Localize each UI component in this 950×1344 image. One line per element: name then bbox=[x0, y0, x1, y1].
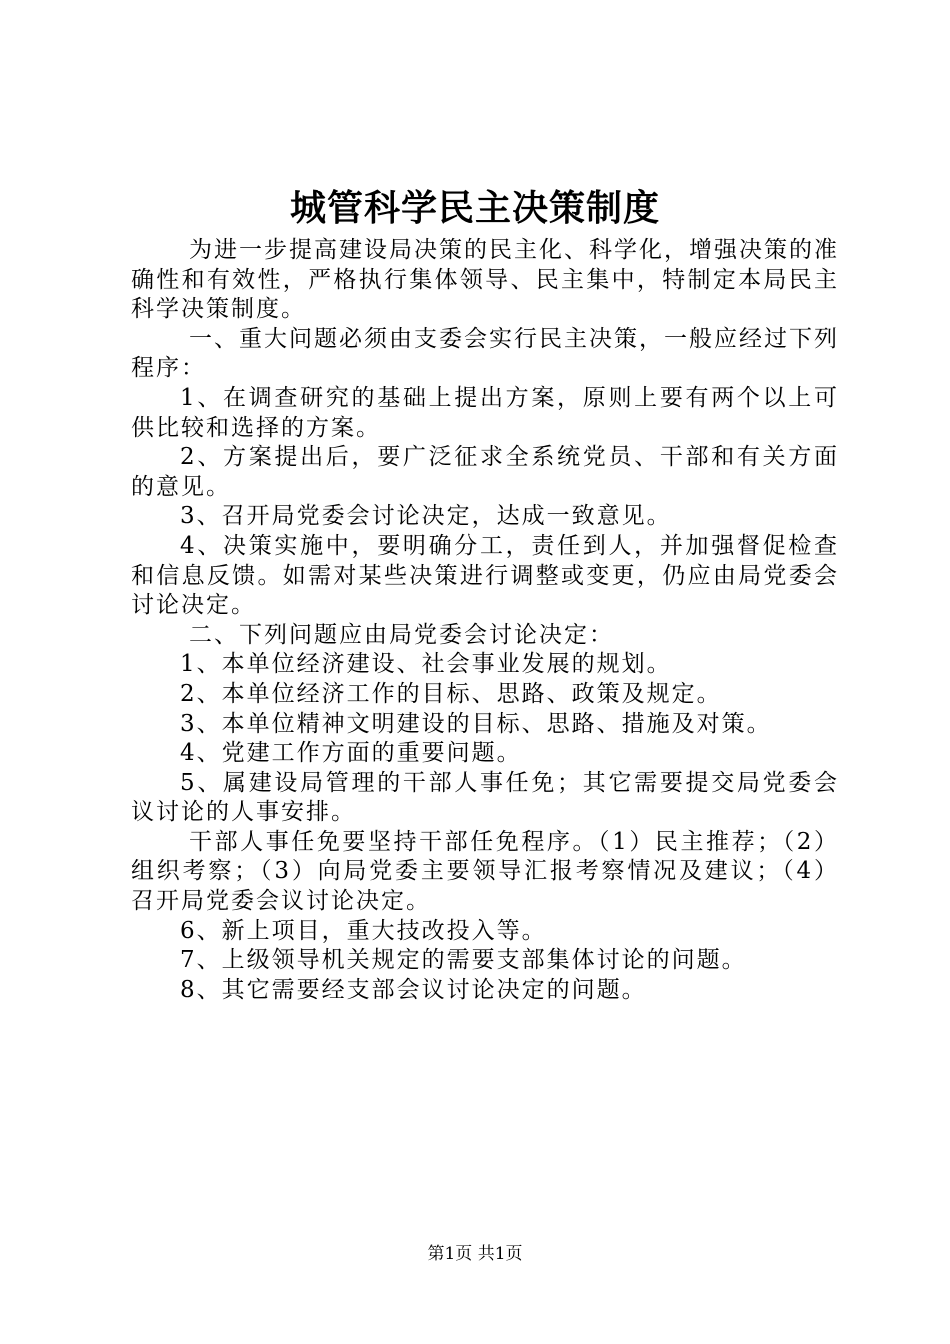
cadre-procedure-paragraph: 干部人事任免要坚持干部任免程序。（1）民主推荐；（2）组织考察；（3）向局党委主要领导汇报考察情况及建议；（4）召开局党委会议讨论决定。 bbox=[131, 828, 839, 915]
section-two-item-5: 5、属建设局管理的干部人事任免；其它需要提交局党委会议讨论的人事安排。 bbox=[131, 769, 839, 826]
section-two-item-1: 1、本单位经济建设、社会事业发展的规划。 bbox=[180, 651, 672, 678]
section-two-item-3: 3、本单位精神文明建设的目标、思路、措施及对策。 bbox=[180, 710, 772, 737]
intro-paragraph: 为进一步提高建设局决策的民主化、科学化，增强决策的准确性和有效性，严格执行集体领导、民主集中，特制定本局民主科学决策制度。 bbox=[131, 237, 839, 323]
section-one-item-2: 2、方案提出后，要广泛征求全系统党员、干部和有关方面的意见。 bbox=[131, 444, 839, 500]
page-footer: 第1页 共1页 bbox=[427, 1244, 523, 1264]
section-two-heading: 二、下列问题应由局党委会讨论决定： bbox=[189, 621, 614, 648]
section-two-item-4: 4、党建工作方面的重要问题。 bbox=[180, 740, 522, 767]
section-two-item-6: 6、新上项目，重大技改投入等。 bbox=[180, 917, 547, 944]
section-one-heading: 一、重大问题必须由支委会实行民主决策，一般应经过下列程序： bbox=[131, 325, 839, 382]
section-one-item-3: 3、召开局党委会讨论决定，达成一致意见。 bbox=[180, 503, 672, 530]
section-two-item-2: 2、本单位经济工作的目标、思路、政策及规定。 bbox=[180, 680, 722, 707]
section-two-item-7: 7、上级领导机关规定的需要支部集体讨论的问题。 bbox=[180, 947, 747, 974]
section-one-item-1: 1、在调查研究的基础上提出方案，原则上要有两个以上可供比较和选择的方案。 bbox=[131, 384, 839, 441]
section-one-item-4: 4、决策实施中，要明确分工，责任到人，并加强督促检查和信息反馈。如需对某些决策进行调整或变更，仍应由局党委会讨论决定。 bbox=[131, 532, 839, 619]
section-two-item-8: 8、其它需要经支部会议讨论决定的问题。 bbox=[180, 976, 647, 1003]
document-title: 城管科学民主决策制度 bbox=[289, 187, 660, 229]
document-body bbox=[131, 236, 839, 1005]
